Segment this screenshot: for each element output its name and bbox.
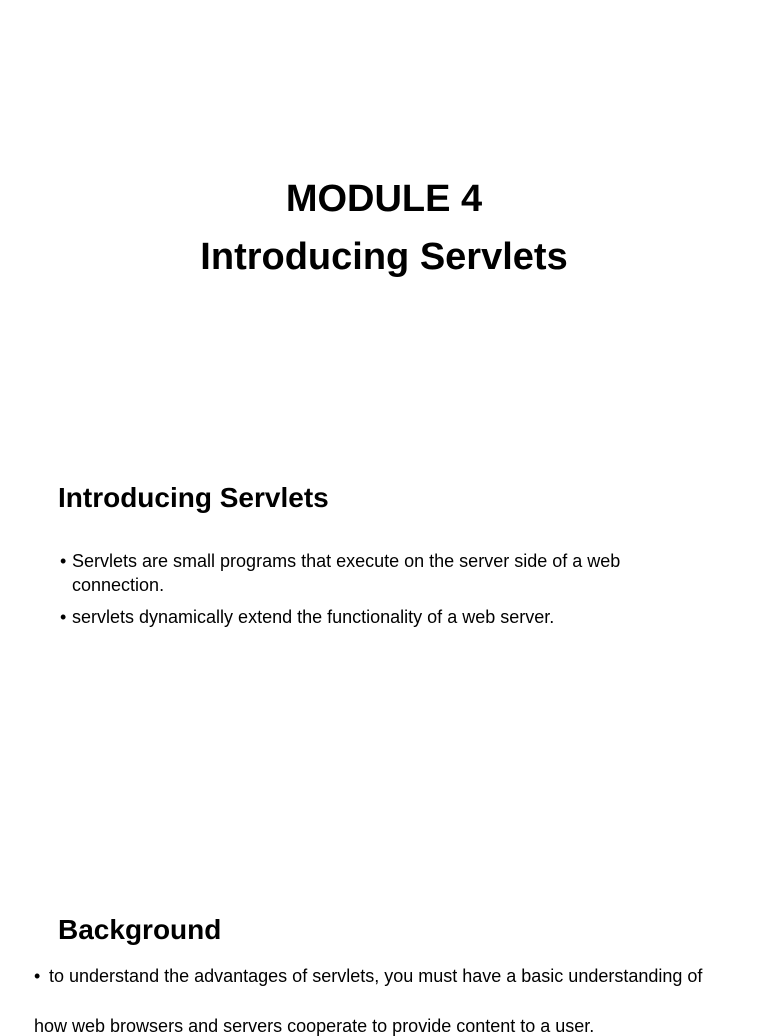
list-item: [34, 968, 706, 985]
bullet-icon: •: [60, 551, 67, 571]
background-slide: [0, 864, 768, 1036]
bullet-text: to understand the advantages of servlets, you must have a basic understanding of: [49, 966, 703, 986]
slide-heading: Introducing Servlets: [58, 482, 329, 513]
bullet-icon: •: [34, 966, 41, 986]
title-slide: [0, 0, 768, 432]
bullet-list: [58, 549, 708, 637]
slide-heading: Background: [58, 914, 222, 945]
introducing-servlets-slide: [0, 432, 768, 864]
list-item: [58, 605, 708, 629]
continuation-text: how web browsers and servers cooperate to provide content to a user.: [34, 1016, 595, 1036]
list-item: [58, 549, 708, 597]
module-title: MODULE 4: [285, 178, 483, 220]
bullet-text: Servlets are small programs that execute on the server side of a web connection.: [72, 551, 621, 595]
module-subtitle: Introducing Servlets: [200, 236, 568, 278]
bullet-text: servlets dynamically extend the functionality of a web server.: [72, 607, 555, 627]
bullet-icon: •: [60, 607, 67, 627]
bullet-list: [34, 968, 706, 985]
